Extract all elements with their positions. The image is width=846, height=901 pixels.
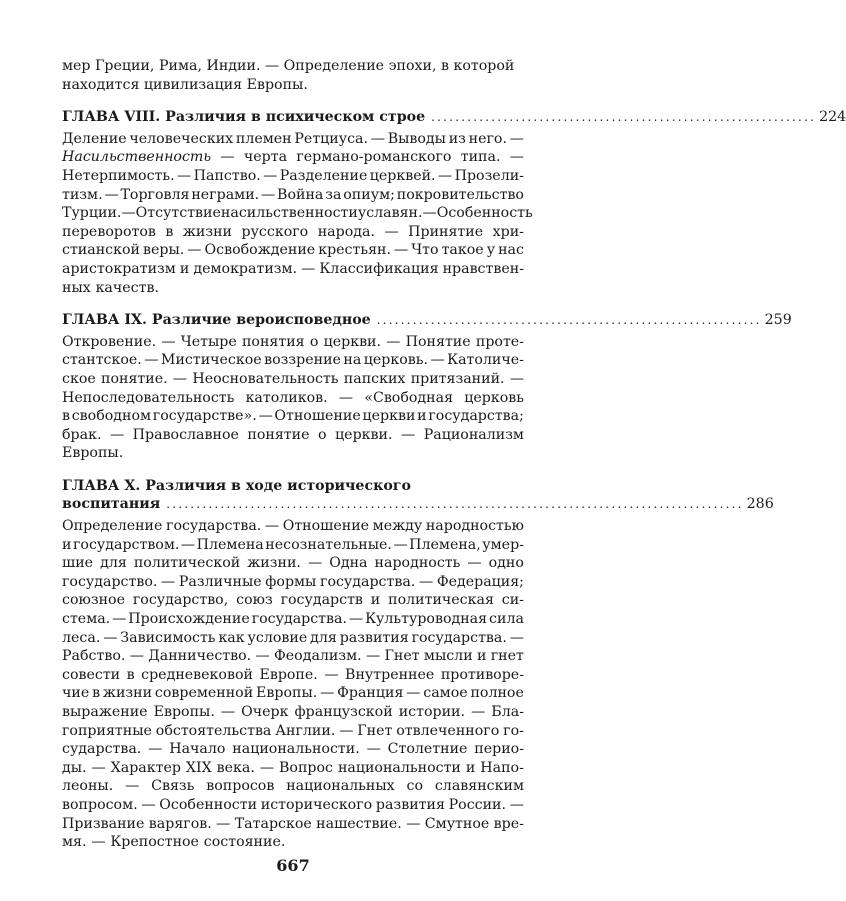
text-line: Насильственность — черта германо-романского типа. — xyxy=(62,149,524,166)
toc-entry-heading xyxy=(62,108,846,127)
toc-entry-heading xyxy=(62,477,774,514)
text-line: выражение Европы. — Очерк французской истории. — Бла- xyxy=(62,704,524,720)
chapter-title: ГЛАВА VIII. Различия в психическом строе xyxy=(62,109,426,126)
text-line: ды. — Характер XIX века. — Вопрос национальности и Напо- xyxy=(62,759,524,776)
dot-leader: ................................................................................................ xyxy=(166,497,744,512)
line-text: мер Греции, Рима, Индии. — Определение эпохи, в которой xyxy=(62,58,515,74)
text-line: мя. — Крепостное состояние. xyxy=(62,834,286,851)
text-line: Турции. — Отсутствие насильственности у славян. — Особенность xyxy=(62,205,533,222)
text-line: брак. — Православное понятие о церкви. — Рационализм xyxy=(62,426,524,443)
text-line: вопросом. — Особенности исторического развития России. — xyxy=(62,796,524,813)
text-line: Нетерпимость. — Папство. — Разделение церквей. — Прозели- xyxy=(62,167,524,184)
chapter-title: ГЛАВА X. Различия в ходе исторического xyxy=(62,477,411,494)
chapter-title-continued: воспитания xyxy=(62,496,161,513)
text-line: Призвание варягов. — Татарское нашествие. — Смутное вре- xyxy=(62,815,524,832)
text-line: Определение государства. — Отношение между народностью xyxy=(62,518,524,535)
text-line: и государством. — Племена несознательные. — Племена, умер- xyxy=(62,536,524,553)
text-line: в свободном государстве». — Отношение церкви и государства; xyxy=(62,408,524,425)
text-line: чие в жизни современной Европы. — Франция — самое полное xyxy=(62,685,524,702)
text-line: совести в средневековой Европе. — Внутреннее противоре- xyxy=(62,666,524,683)
text-line xyxy=(62,57,524,76)
text-line: леоны. — Связь вопросов национальных со славянским xyxy=(62,778,524,795)
intro-paragraph xyxy=(62,57,524,94)
toc-entry-heading xyxy=(62,311,792,330)
text-line: тизм. — Торговля неграми. — Война за опиум; покровительство xyxy=(62,186,524,203)
text-line: сударства. — Начало национальности. — Столетние перио- xyxy=(62,741,524,758)
text-line: Европы. xyxy=(62,445,124,462)
chapter-title: ГЛАВА IX. Различие вероисповедное xyxy=(62,312,371,329)
text-line: шие для политической жизни. — Одна народность — одно xyxy=(62,555,524,572)
text-line: Деление человеческих племен Ретциуса. — Выводы из него. — xyxy=(62,130,524,147)
line-text: находится цивилизация Европы. xyxy=(62,76,308,93)
chapter-page-number: 259 xyxy=(764,312,792,329)
text-line: стантское. — Мистическое воззрение на церковь. — Католиче- xyxy=(62,352,524,369)
text-line: переворотов в жизни русского народа. — Принятие хри- xyxy=(62,223,524,240)
text-line: гоприятные обстоятельства Англии. — Гнет отвлеченного го- xyxy=(62,722,524,739)
text-line xyxy=(62,76,524,95)
text-line: Рабство. — Данничество. — Феодализм. — Гнет мысли и гнет xyxy=(62,648,524,665)
text-line: аристократизм и демократизм. — Классификация нравствен- xyxy=(62,260,524,277)
text-line: стианской веры. — Освобождение крестьян. — Что такое у нас xyxy=(62,242,524,259)
dot-leader: ................................................................ xyxy=(376,313,762,328)
text-line: леса. — Зависимость как условие для развития государства. — xyxy=(62,629,524,646)
chapter-page-number: 286 xyxy=(746,496,774,513)
text-line: стема. — Происхождение государства. — Культуроводная сила xyxy=(62,611,524,628)
document-page xyxy=(62,57,846,866)
chapter-x xyxy=(62,477,774,852)
page-number: 667 xyxy=(276,856,310,875)
chapter-ix xyxy=(62,311,792,463)
dot-leader: ................................................................ xyxy=(431,110,817,125)
text-line: Откровение. — Четыре понятия о церкви. — Понятие проте- xyxy=(62,333,524,350)
text-line: Непоследовательность католиков. — «Свободная церковь xyxy=(62,389,524,406)
text-line: союзное государство, союз государств и политическая си- xyxy=(62,592,524,609)
chapter-page-number: 224 xyxy=(819,109,846,126)
chapter-viii xyxy=(62,108,846,297)
text-line: ское понятие. — Неосновательность папских притязаний. — xyxy=(62,370,524,387)
text-line: государство. — Различные формы государства. — Федерация; xyxy=(62,573,524,590)
text-line: ных качеств. xyxy=(62,279,159,296)
